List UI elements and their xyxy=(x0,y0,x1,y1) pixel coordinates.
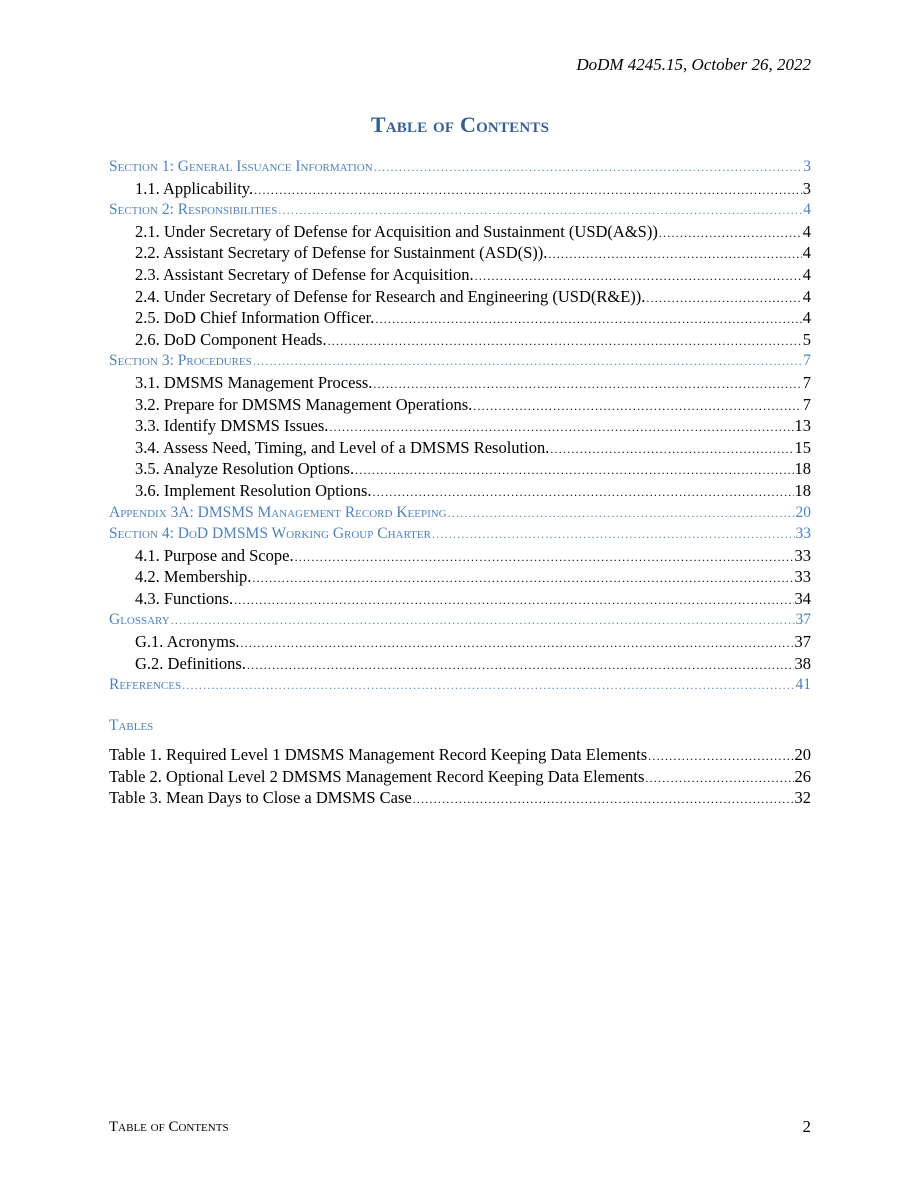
toc-section-2-link[interactable]: Section 2: Responsibilities ..... 4 xyxy=(109,199,811,221)
toc-entry-4-2-link[interactable]: 4.2. Membership. ..... 33 xyxy=(109,566,811,588)
toc-entry-1-1-link[interactable]: 1.1. Applicability. ..... 3 xyxy=(109,178,811,200)
dot-leader xyxy=(182,675,794,697)
dot-leader xyxy=(234,590,793,612)
toc-appendix-3a-link[interactable]: Appendix 3A: DMSMS Management Record Keeping ..... 20 xyxy=(109,502,811,524)
dot-leader xyxy=(432,524,795,546)
toc-entry-3-5-link[interactable]: 3.5. Analyze Resolution Options. ..... 18 xyxy=(109,458,811,480)
dot-leader xyxy=(329,417,793,439)
dot-leader xyxy=(253,351,802,373)
toc-entry-3-4-link[interactable]: 3.4. Assess Need, Timing, and Level of a DMSMS Resolution. ..... 15 xyxy=(109,437,811,459)
dot-leader xyxy=(448,503,795,525)
toc-section-1-link[interactable]: Section 1: General Issuance Information ..... 3 xyxy=(109,156,811,178)
toc-glossary-link[interactable]: Glossary ..... 37 xyxy=(109,609,811,631)
table-2-link[interactable]: Table 2. Optional Level 2 DMSMS Management Record Keeping Data Elements ..... 26 xyxy=(109,766,811,788)
table-of-contents xyxy=(109,156,811,696)
dot-leader xyxy=(355,460,793,482)
dot-leader xyxy=(295,547,794,569)
dot-leader xyxy=(241,633,794,655)
page-title: Table of Contents xyxy=(370,112,550,137)
dot-leader xyxy=(413,789,794,811)
toc-entry-2-2-link[interactable]: 2.2. Assistant Secretary of Defense for Sustainment (ASD(S)). ..... 4 xyxy=(109,242,811,264)
dot-leader xyxy=(252,568,793,590)
dot-leader xyxy=(254,180,802,202)
dot-leader xyxy=(475,266,802,288)
list-of-tables xyxy=(109,744,811,809)
table-3-link[interactable]: Table 3. Mean Days to Close a DMSMS Case ..... 32 xyxy=(109,787,811,809)
dot-leader xyxy=(171,610,795,632)
dot-leader xyxy=(648,746,793,768)
toc-entry-2-1-link[interactable]: 2.1. Under Secretary of Defense for Acquisition and Sustainment (USD(A&S)) ..... 4 xyxy=(109,221,811,243)
dot-leader xyxy=(373,374,801,396)
tables-heading: Tables xyxy=(109,717,154,734)
toc-entry-2-5-link[interactable]: 2.5. DoD Chief Information Officer. ..... 4 xyxy=(109,307,811,329)
dot-leader xyxy=(247,655,794,677)
dot-leader xyxy=(645,768,793,790)
toc-entry-3-6-link[interactable]: 3.6. Implement Resolution Options. ..... 18 xyxy=(109,480,811,502)
toc-section-4-link[interactable]: Section 4: DoD DMSMS Working Group Charter ..... 33 xyxy=(109,523,811,545)
toc-entry-3-1-link[interactable]: 3.1. DMSMS Management Process. ..... 7 xyxy=(109,372,811,394)
toc-entry-4-3-link[interactable]: 4.3. Functions. ..... 34 xyxy=(109,588,811,610)
toc-entry-2-4-link[interactable]: 2.4. Under Secretary of Defense for Research and Engineering (USD(R&E)). ..... 4 xyxy=(109,286,811,308)
document-reference: DoDM 4245.15, October 26, 2022 xyxy=(576,55,811,74)
toc-entry-g-1-link[interactable]: G.1. Acronyms. ..... 37 xyxy=(109,631,811,653)
dot-leader xyxy=(659,223,802,245)
toc-entry-2-6-link[interactable]: 2.6. DoD Component Heads. ..... 5 xyxy=(109,329,811,351)
dot-leader xyxy=(548,244,801,266)
toc-entry-g-2-link[interactable]: G.2. Definitions. ..... 38 xyxy=(109,653,811,675)
dot-leader xyxy=(373,482,794,504)
footer-section-label: Table of Contents xyxy=(109,1119,229,1135)
dot-leader xyxy=(374,157,803,179)
dot-leader xyxy=(328,331,802,353)
toc-entry-2-3-link[interactable]: 2.3. Assistant Secretary of Defense for Acquisition. ..... 4 xyxy=(109,264,811,286)
dot-leader xyxy=(278,200,802,222)
toc-section-3-link[interactable]: Section 3: Procedures ..... 7 xyxy=(109,350,811,372)
page-number: 2 xyxy=(802,1117,811,1136)
toc-references-link[interactable]: References ..... 41 xyxy=(109,674,811,696)
toc-entry-3-2-link[interactable]: 3.2. Prepare for DMSMS Management Operations. ..... 7 xyxy=(109,394,811,416)
toc-entry-3-3-link[interactable]: 3.3. Identify DMSMS Issues. ..... 13 xyxy=(109,415,811,437)
dot-leader xyxy=(375,309,801,331)
table-1-link[interactable]: Table 1. Required Level 1 DMSMS Management Record Keeping Data Elements ..... 20 xyxy=(109,744,811,766)
dot-leader xyxy=(646,288,801,310)
dot-leader xyxy=(550,439,793,461)
toc-entry-4-1-link[interactable]: 4.1. Purpose and Scope. ..... 33 xyxy=(109,545,811,567)
dot-leader xyxy=(473,396,801,418)
